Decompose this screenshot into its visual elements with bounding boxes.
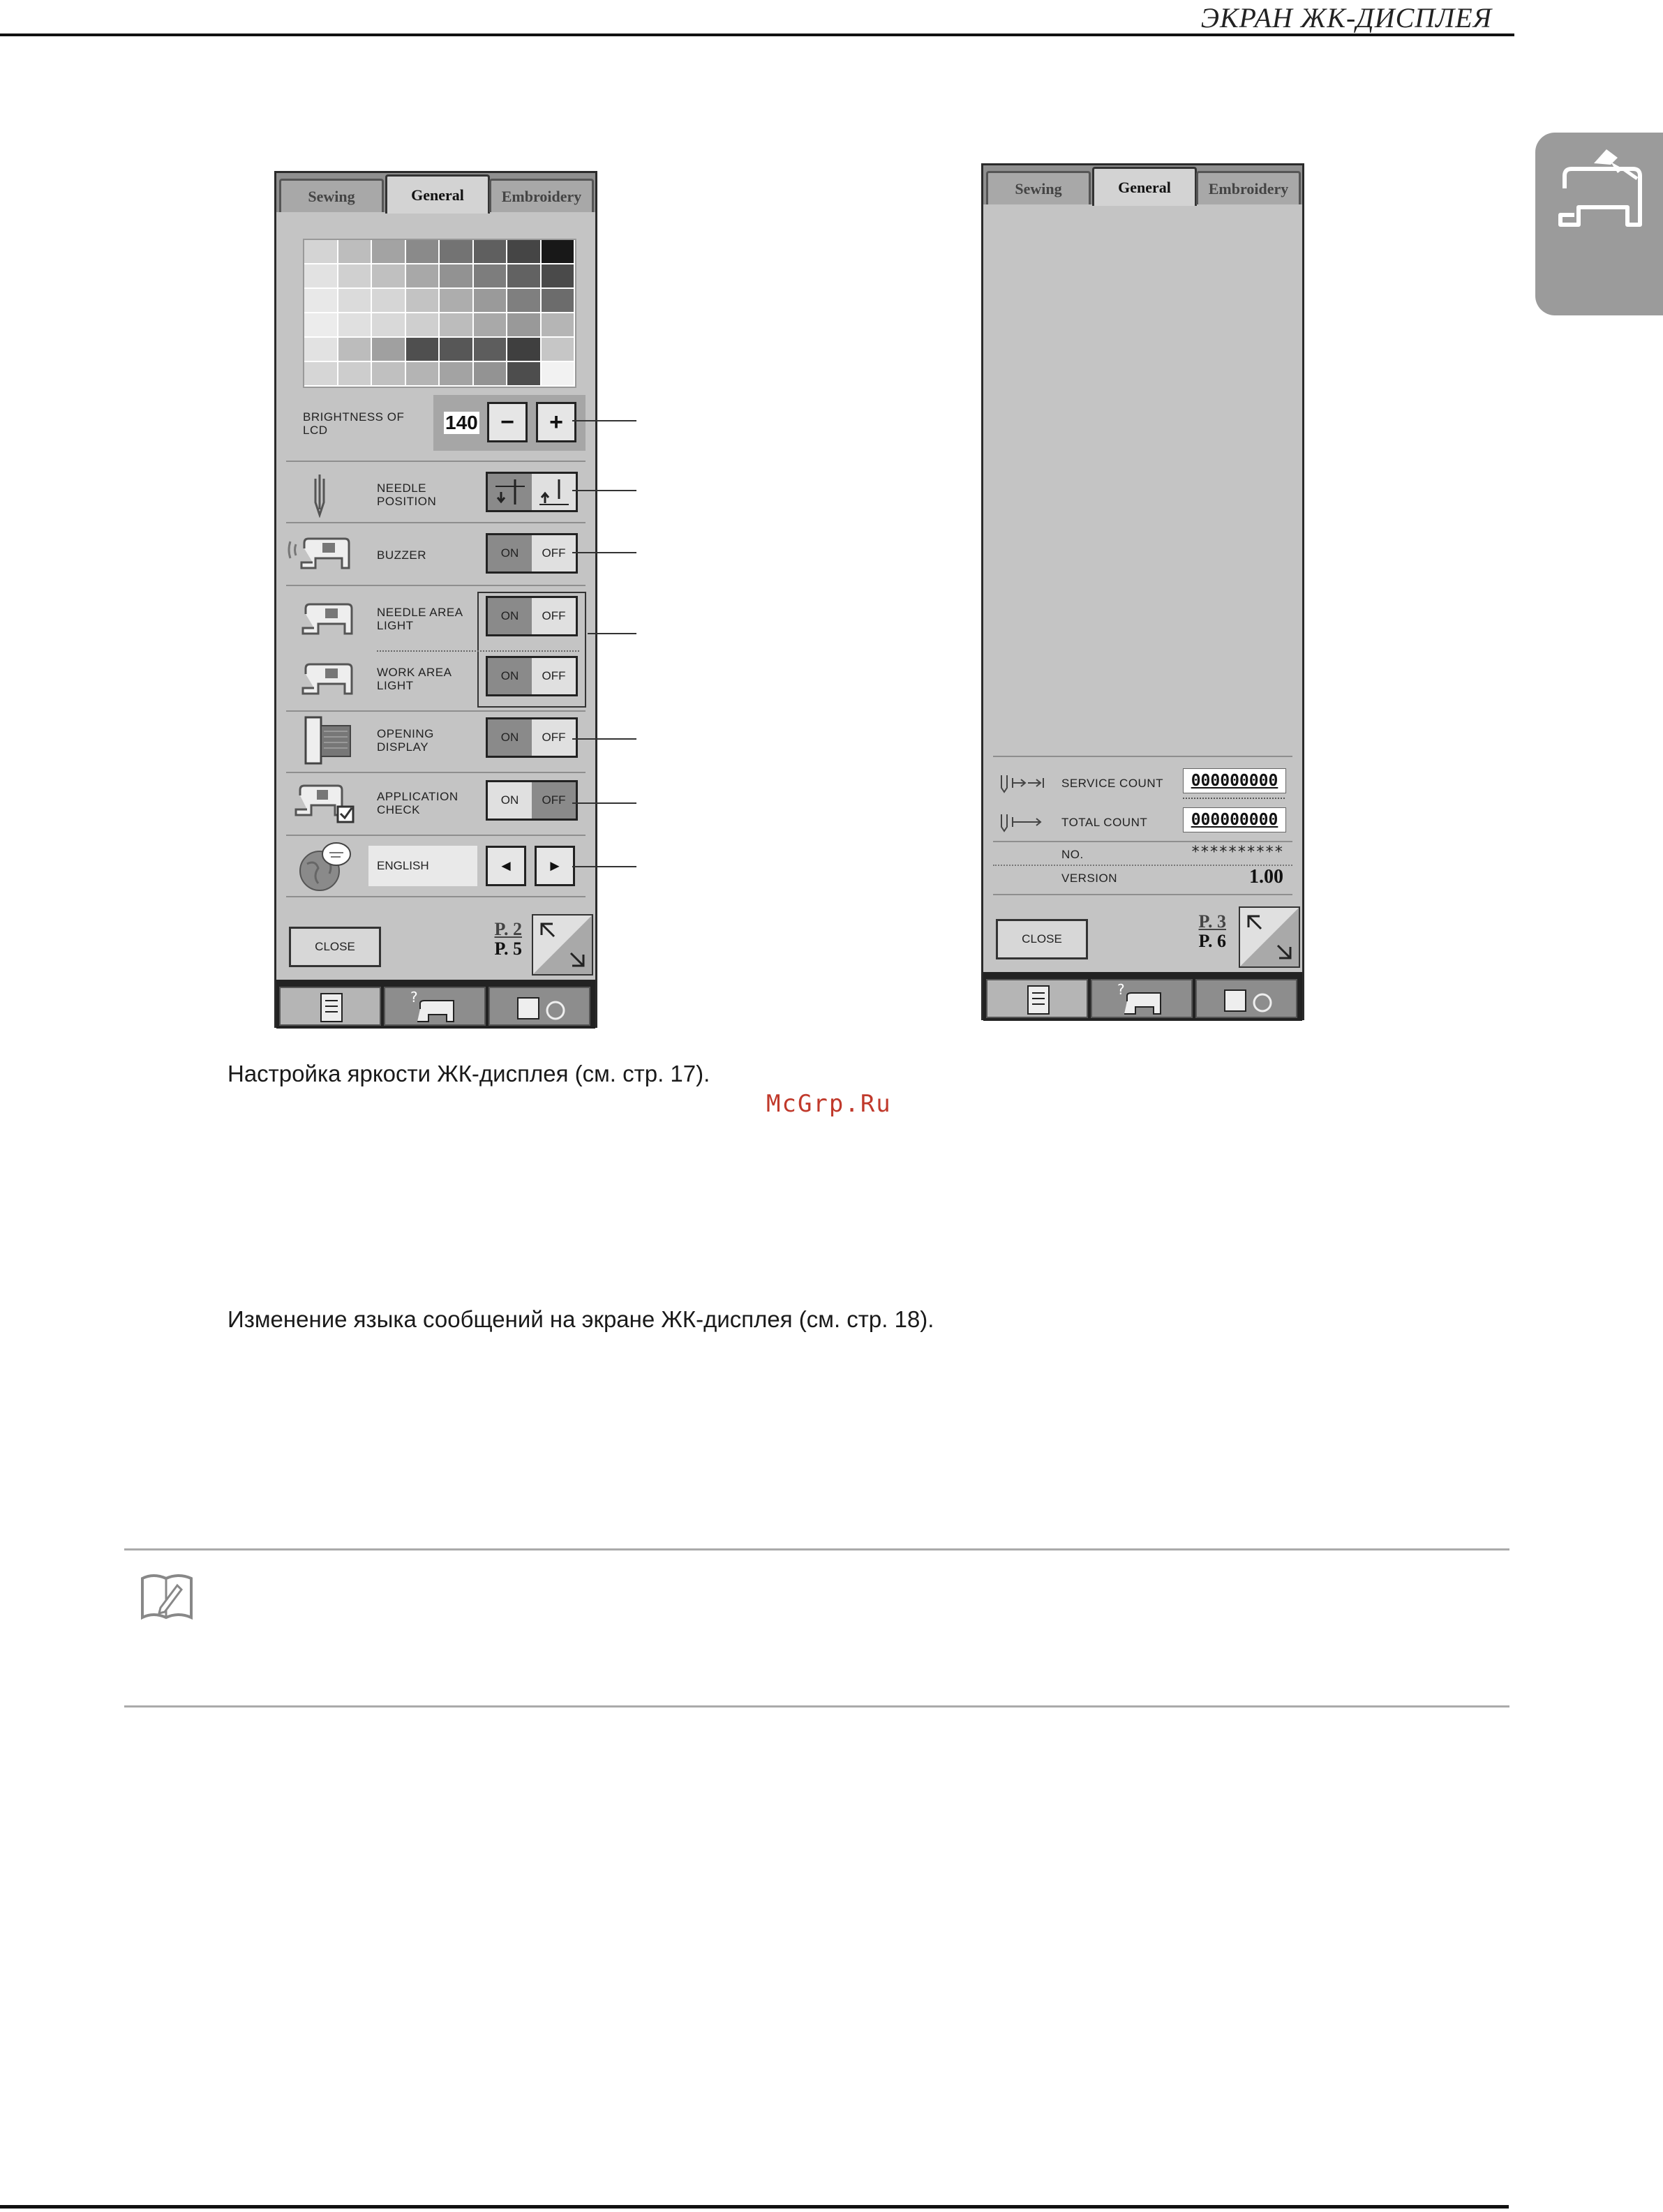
palette-swatch[interactable] (474, 338, 507, 361)
language-value: ENGLISH (368, 846, 477, 886)
divider (286, 461, 586, 462)
bottom-toolbar (276, 980, 595, 1029)
bottom-toolbar (983, 972, 1302, 1021)
needle-position-label: NEEDLE POSITION (377, 481, 437, 508)
service-count-value: 000000000 (1183, 768, 1286, 793)
application-check-off-option[interactable]: OFF (532, 782, 576, 819)
page-indicator: P. 3 P. 6 (1198, 911, 1226, 951)
needle-area-light-icon (294, 596, 359, 638)
dotted-separator (1183, 798, 1285, 799)
palette-swatch[interactable] (440, 362, 472, 385)
buzzer-off-option[interactable]: OFF (542, 546, 566, 560)
divider (286, 835, 586, 836)
service-count-icon (997, 772, 1047, 793)
divider (286, 710, 586, 712)
callout-line (588, 633, 636, 634)
divider (286, 772, 586, 773)
divider (993, 894, 1292, 895)
page-header-title: ЭКРАН ЖК-ДИСПЛЕЯ (1200, 2, 1492, 33)
opening-display-off-option[interactable]: OFF (542, 731, 566, 744)
opening-display-on-option[interactable]: ON (488, 719, 532, 756)
palette-swatch[interactable] (507, 264, 540, 287)
tab-bar (276, 173, 595, 212)
palette-swatch[interactable] (338, 313, 371, 336)
needle-down-option[interactable] (488, 474, 532, 510)
palette-swatch[interactable] (542, 313, 574, 336)
palette-swatch[interactable] (304, 264, 337, 287)
palette-swatch[interactable] (372, 313, 405, 336)
palette-swatch[interactable] (406, 240, 439, 263)
buzzer-machine-icon (286, 530, 356, 572)
palette-swatch[interactable] (440, 289, 472, 312)
callout-line (572, 802, 636, 804)
needle-down-icon (493, 478, 528, 506)
palette-swatch[interactable] (372, 338, 405, 361)
divider (993, 841, 1292, 842)
divider (286, 585, 586, 586)
divider (286, 522, 586, 523)
tab-general[interactable]: General (1092, 167, 1197, 206)
palette-swatch[interactable] (406, 313, 439, 336)
serial-number-value: ********** (1191, 844, 1283, 861)
palette-swatch[interactable] (304, 362, 337, 385)
callout-line (572, 738, 636, 740)
total-count-label: TOTAL COUNT (1061, 816, 1148, 829)
tab-sewing[interactable]: Sewing (279, 179, 384, 212)
page-turn-button[interactable] (1239, 906, 1300, 968)
document-list-icon (987, 980, 1089, 1019)
palette-swatch[interactable] (440, 264, 472, 287)
palette-swatch[interactable] (372, 362, 405, 385)
needle-position-toggle[interactable] (486, 472, 578, 512)
sewing-machine-icon (1551, 148, 1648, 239)
opening-display-icon (304, 716, 353, 765)
dotted-separator (377, 650, 579, 652)
memo-note-icon (140, 1571, 194, 1622)
opening-display-toggle[interactable] (486, 717, 578, 758)
tab-sewing[interactable]: Sewing (986, 171, 1091, 204)
palette-swatch[interactable] (474, 264, 507, 287)
palette-swatch[interactable] (474, 240, 507, 263)
note-top-rule (124, 1548, 1509, 1550)
application-check-label: APPLICATION CHECK (377, 790, 458, 816)
help-machine-button[interactable] (1091, 979, 1193, 1018)
total-count-icon (997, 812, 1047, 832)
opening-display-label: OPENING DISPLAY (377, 727, 434, 754)
close-button[interactable]: CLOSE (289, 927, 381, 967)
tab-bar (983, 165, 1302, 204)
version-value: 1.00 (1249, 866, 1283, 888)
palette-swatch[interactable] (440, 338, 472, 361)
callout-line (572, 552, 636, 553)
work-area-light-off-option[interactable]: OFF (542, 669, 566, 682)
palette-swatch[interactable] (440, 313, 472, 336)
needle-icon (313, 474, 327, 518)
palette-swatch[interactable] (507, 289, 540, 312)
language-description: Изменение языка сообщений на экране ЖК-дисплея (см. стр. 18). (228, 1306, 934, 1332)
buzzer-on-option[interactable]: ON (488, 535, 532, 571)
palette-swatch[interactable] (542, 289, 574, 312)
note-bottom-rule (124, 1705, 1509, 1707)
needle-area-light-on-option[interactable]: ON (488, 598, 532, 634)
palette-swatch[interactable] (338, 264, 371, 287)
application-check-toggle[interactable] (486, 780, 578, 821)
palette-swatch[interactable] (406, 289, 439, 312)
needle-area-light-toggle[interactable] (486, 596, 578, 636)
machine-operation-icon (490, 988, 592, 1027)
palette-swatch[interactable] (338, 338, 371, 361)
work-area-light-icon (294, 656, 359, 698)
globe-language-icon (297, 840, 353, 893)
palette-swatch[interactable] (372, 240, 405, 263)
service-count-label: SERVICE COUNT (1061, 777, 1163, 790)
page-turn-button[interactable] (532, 914, 593, 976)
page-indicator: P. 2 P. 5 (494, 919, 522, 959)
chapter-side-tab (1535, 133, 1663, 315)
settings-page-button[interactable] (986, 979, 1088, 1018)
lcd-color-palette[interactable] (303, 239, 576, 388)
work-area-light-on-option[interactable]: ON (488, 658, 532, 694)
serial-number-label: NO. (1061, 848, 1084, 861)
needle-up-option[interactable] (532, 474, 576, 510)
tab-general[interactable]: General (385, 174, 490, 214)
palette-swatch[interactable] (304, 313, 337, 336)
version-label: VERSION (1061, 872, 1118, 885)
tab-embroidery[interactable]: Embroidery (1196, 171, 1301, 204)
brightness-plus-button[interactable]: + (536, 402, 576, 442)
tab-embroidery[interactable]: Embroidery (489, 179, 594, 212)
needle-up-icon (537, 478, 572, 506)
palette-swatch[interactable] (440, 240, 472, 263)
buzzer-toggle[interactable] (486, 533, 578, 574)
svg-text:?: ? (1117, 981, 1125, 998)
lcd-screen-general-p2 (274, 171, 597, 1028)
palette-swatch[interactable] (304, 240, 337, 263)
settings-page-button[interactable] (279, 987, 381, 1026)
palette-swatch[interactable] (474, 313, 507, 336)
work-area-light-toggle[interactable] (486, 656, 578, 696)
help-machine-button[interactable] (384, 987, 486, 1026)
lcd-screen-general-p3 (981, 163, 1304, 1020)
language-next-button[interactable]: ► (535, 846, 575, 886)
palette-swatch[interactable] (304, 338, 337, 361)
application-check-icon (289, 776, 359, 826)
buzzer-label: BUZZER (377, 548, 426, 562)
machine-operation-button[interactable] (489, 987, 590, 1026)
palette-swatch[interactable] (542, 362, 574, 385)
palette-swatch[interactable] (338, 240, 371, 263)
palette-swatch[interactable] (338, 362, 371, 385)
palette-swatch[interactable] (507, 240, 540, 263)
document-list-icon (281, 988, 382, 1027)
footer-rule (0, 2205, 1509, 2209)
callout-line (572, 866, 636, 867)
palette-swatch[interactable] (406, 362, 439, 385)
palette-swatch[interactable] (372, 264, 405, 287)
palette-swatch[interactable] (372, 289, 405, 312)
palette-swatch[interactable] (338, 289, 371, 312)
machine-operation-button[interactable] (1195, 979, 1297, 1018)
palette-swatch[interactable] (507, 338, 540, 361)
brightness-label: BRIGHTNESS OF LCD (303, 410, 405, 437)
language-prev-button[interactable]: ◄ (486, 846, 526, 886)
palette-swatch[interactable] (406, 264, 439, 287)
svg-text:?: ? (410, 989, 418, 1006)
palette-swatch[interactable] (474, 289, 507, 312)
palette-swatch[interactable] (542, 240, 574, 263)
machine-operation-icon (1197, 980, 1299, 1019)
header-rule (0, 33, 1514, 36)
machine-help-icon (1092, 980, 1194, 1019)
brightness-value: 140 (445, 412, 478, 433)
palette-swatch[interactable] (406, 338, 439, 361)
needle-area-light-label: NEEDLE AREA LIGHT (377, 606, 463, 632)
total-count-value: 000000000 (1183, 807, 1286, 832)
palette-swatch[interactable] (542, 264, 574, 287)
palette-swatch[interactable] (474, 362, 507, 385)
close-button[interactable]: CLOSE (996, 919, 1088, 959)
divider (286, 896, 586, 897)
application-check-on-option[interactable]: ON (500, 793, 519, 807)
palette-swatch[interactable] (507, 362, 540, 385)
palette-swatch[interactable] (542, 338, 574, 361)
brightness-minus-button[interactable]: − (487, 402, 528, 442)
divider (993, 756, 1292, 757)
brightness-description: Настройка яркости ЖК-дисплея (см. стр. 17). (228, 1061, 710, 1086)
machine-help-icon (385, 988, 487, 1027)
callout-line (572, 420, 636, 421)
palette-swatch[interactable] (304, 289, 337, 312)
work-area-light-label: WORK AREA LIGHT (377, 666, 452, 692)
watermark-text: McGrp.Ru (766, 1090, 892, 1118)
needle-area-light-off-option[interactable]: OFF (542, 609, 566, 622)
callout-line (572, 490, 636, 491)
palette-swatch[interactable] (507, 313, 540, 336)
